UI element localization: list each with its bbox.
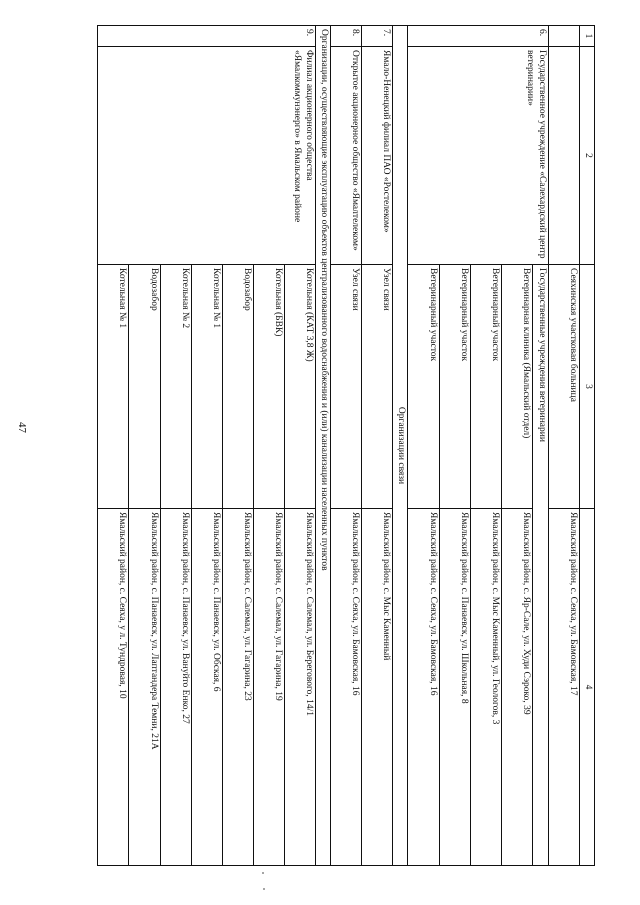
facility-cell: Котельная № 2 (161, 265, 192, 509)
header-col-1: 1 (580, 26, 595, 47)
facility-cell: Водозабор (223, 265, 254, 509)
organization-cell: Открытое акционерное общество «Ямалтелеком» (331, 47, 362, 265)
address-cell: Ямальский район, с. Панаевск, ул. Вануйто Енко, 27 (161, 509, 192, 866)
address-cell: Ямальский район, с. Сеяха, ул. Бамовская, 16 (331, 509, 362, 866)
facility-cell: Сеяхинская участковая больница (549, 265, 580, 509)
address-cell: Ямальский район, с. Яр-Сале, ул. Худи Сэроко, 39 (502, 509, 533, 866)
number-cell: 8. (331, 26, 362, 47)
facility-cell: Узел связи (362, 265, 393, 509)
address-cell: Ямальский район, с. Сеяха, ул. Бамовская, 16 (408, 509, 440, 866)
header-col-4: 4 (580, 509, 595, 866)
facility-cell: Ветеринарный участок (471, 265, 502, 509)
address-cell: Ямальский район, с. Мыс Каменный, ул. Геологов, 3 (471, 509, 502, 866)
header-col-3: 3 (580, 265, 595, 509)
section-heading: Организации связи (393, 26, 408, 866)
number-cell: 9. (98, 26, 316, 47)
organization-cell: Государственное учреждение «Салехардский центр ветеринарии» (408, 47, 549, 265)
header-row (580, 26, 595, 866)
address-cell: Ямальский район, с. Панаевск, ул. Школьная, 8 (440, 509, 471, 866)
facility-cell: Котельная № 1 (192, 265, 223, 509)
table-row (331, 26, 362, 866)
facility-cell: Водозабор (129, 265, 161, 509)
scan-speck (263, 888, 265, 890)
number-cell: 7. (362, 26, 393, 47)
facility-cell: Котельная (БВК) (254, 265, 285, 509)
table-row (285, 26, 316, 866)
facility-cell: Узел связи (331, 265, 362, 509)
subsection-cell: Государственные учреждения ветеринарии (533, 265, 549, 866)
address-cell: Ямальский район, с. Салемал, ул. Гагарина, 23 (223, 509, 254, 866)
address-cell: Ямальский район, с. Панаевск, ул. Лаптандера Темни, 21А (129, 509, 161, 866)
section-row (316, 26, 331, 866)
table-row (362, 26, 393, 866)
table-row (533, 26, 549, 866)
number-cell: 6. (408, 26, 549, 47)
organizations-table (97, 25, 595, 866)
table-row (549, 26, 580, 866)
section-row (393, 26, 408, 866)
address-cell: Ямальский район, с. Салемал, ул. Берегового, 14/1 (285, 509, 316, 866)
header-col-2: 2 (580, 47, 595, 265)
address-cell: Ямальский район, с. Мыс Каменный (362, 509, 393, 866)
address-cell: Ямальский район, с. Панаевск, ул. Обская, 6 (192, 509, 223, 866)
facility-cell: Котельная № 1 (98, 265, 129, 509)
organization-cell: Филиал акционерного общества «Ямалкоммунэнерго» в Ямальском районе (98, 47, 316, 265)
organization-cell: Ямало-Ненецкий филиал ПАО «Ростелеком» (362, 47, 393, 265)
address-cell: Ямальский район, с. Салемал, ул. Гагарина, 19 (254, 509, 285, 866)
page-number: 47 (16, 422, 28, 433)
facility-cell: Ветеринарная клиника (Ямальский отдел) (502, 265, 533, 509)
facility-cell: Котельная (КАТ 3,8 Ж) (285, 265, 316, 509)
scan-speck (262, 872, 264, 874)
rotated-table-sheet (55, 25, 595, 865)
facility-cell: Ветеринарный участок (408, 265, 440, 509)
address-cell: Ямальский район, с. Сеяха, ул. Бамовская, 17 (549, 509, 580, 866)
address-cell: Ямальский район, с. Сеяха, у л. Тундровая, 10 (98, 509, 129, 866)
facility-cell: Ветеринарный участок (440, 265, 471, 509)
section-heading: Организации, осуществляющие эксплуатацию объектов централизованного водоснабжения и (или) канализации населенных пунктов (316, 26, 331, 866)
